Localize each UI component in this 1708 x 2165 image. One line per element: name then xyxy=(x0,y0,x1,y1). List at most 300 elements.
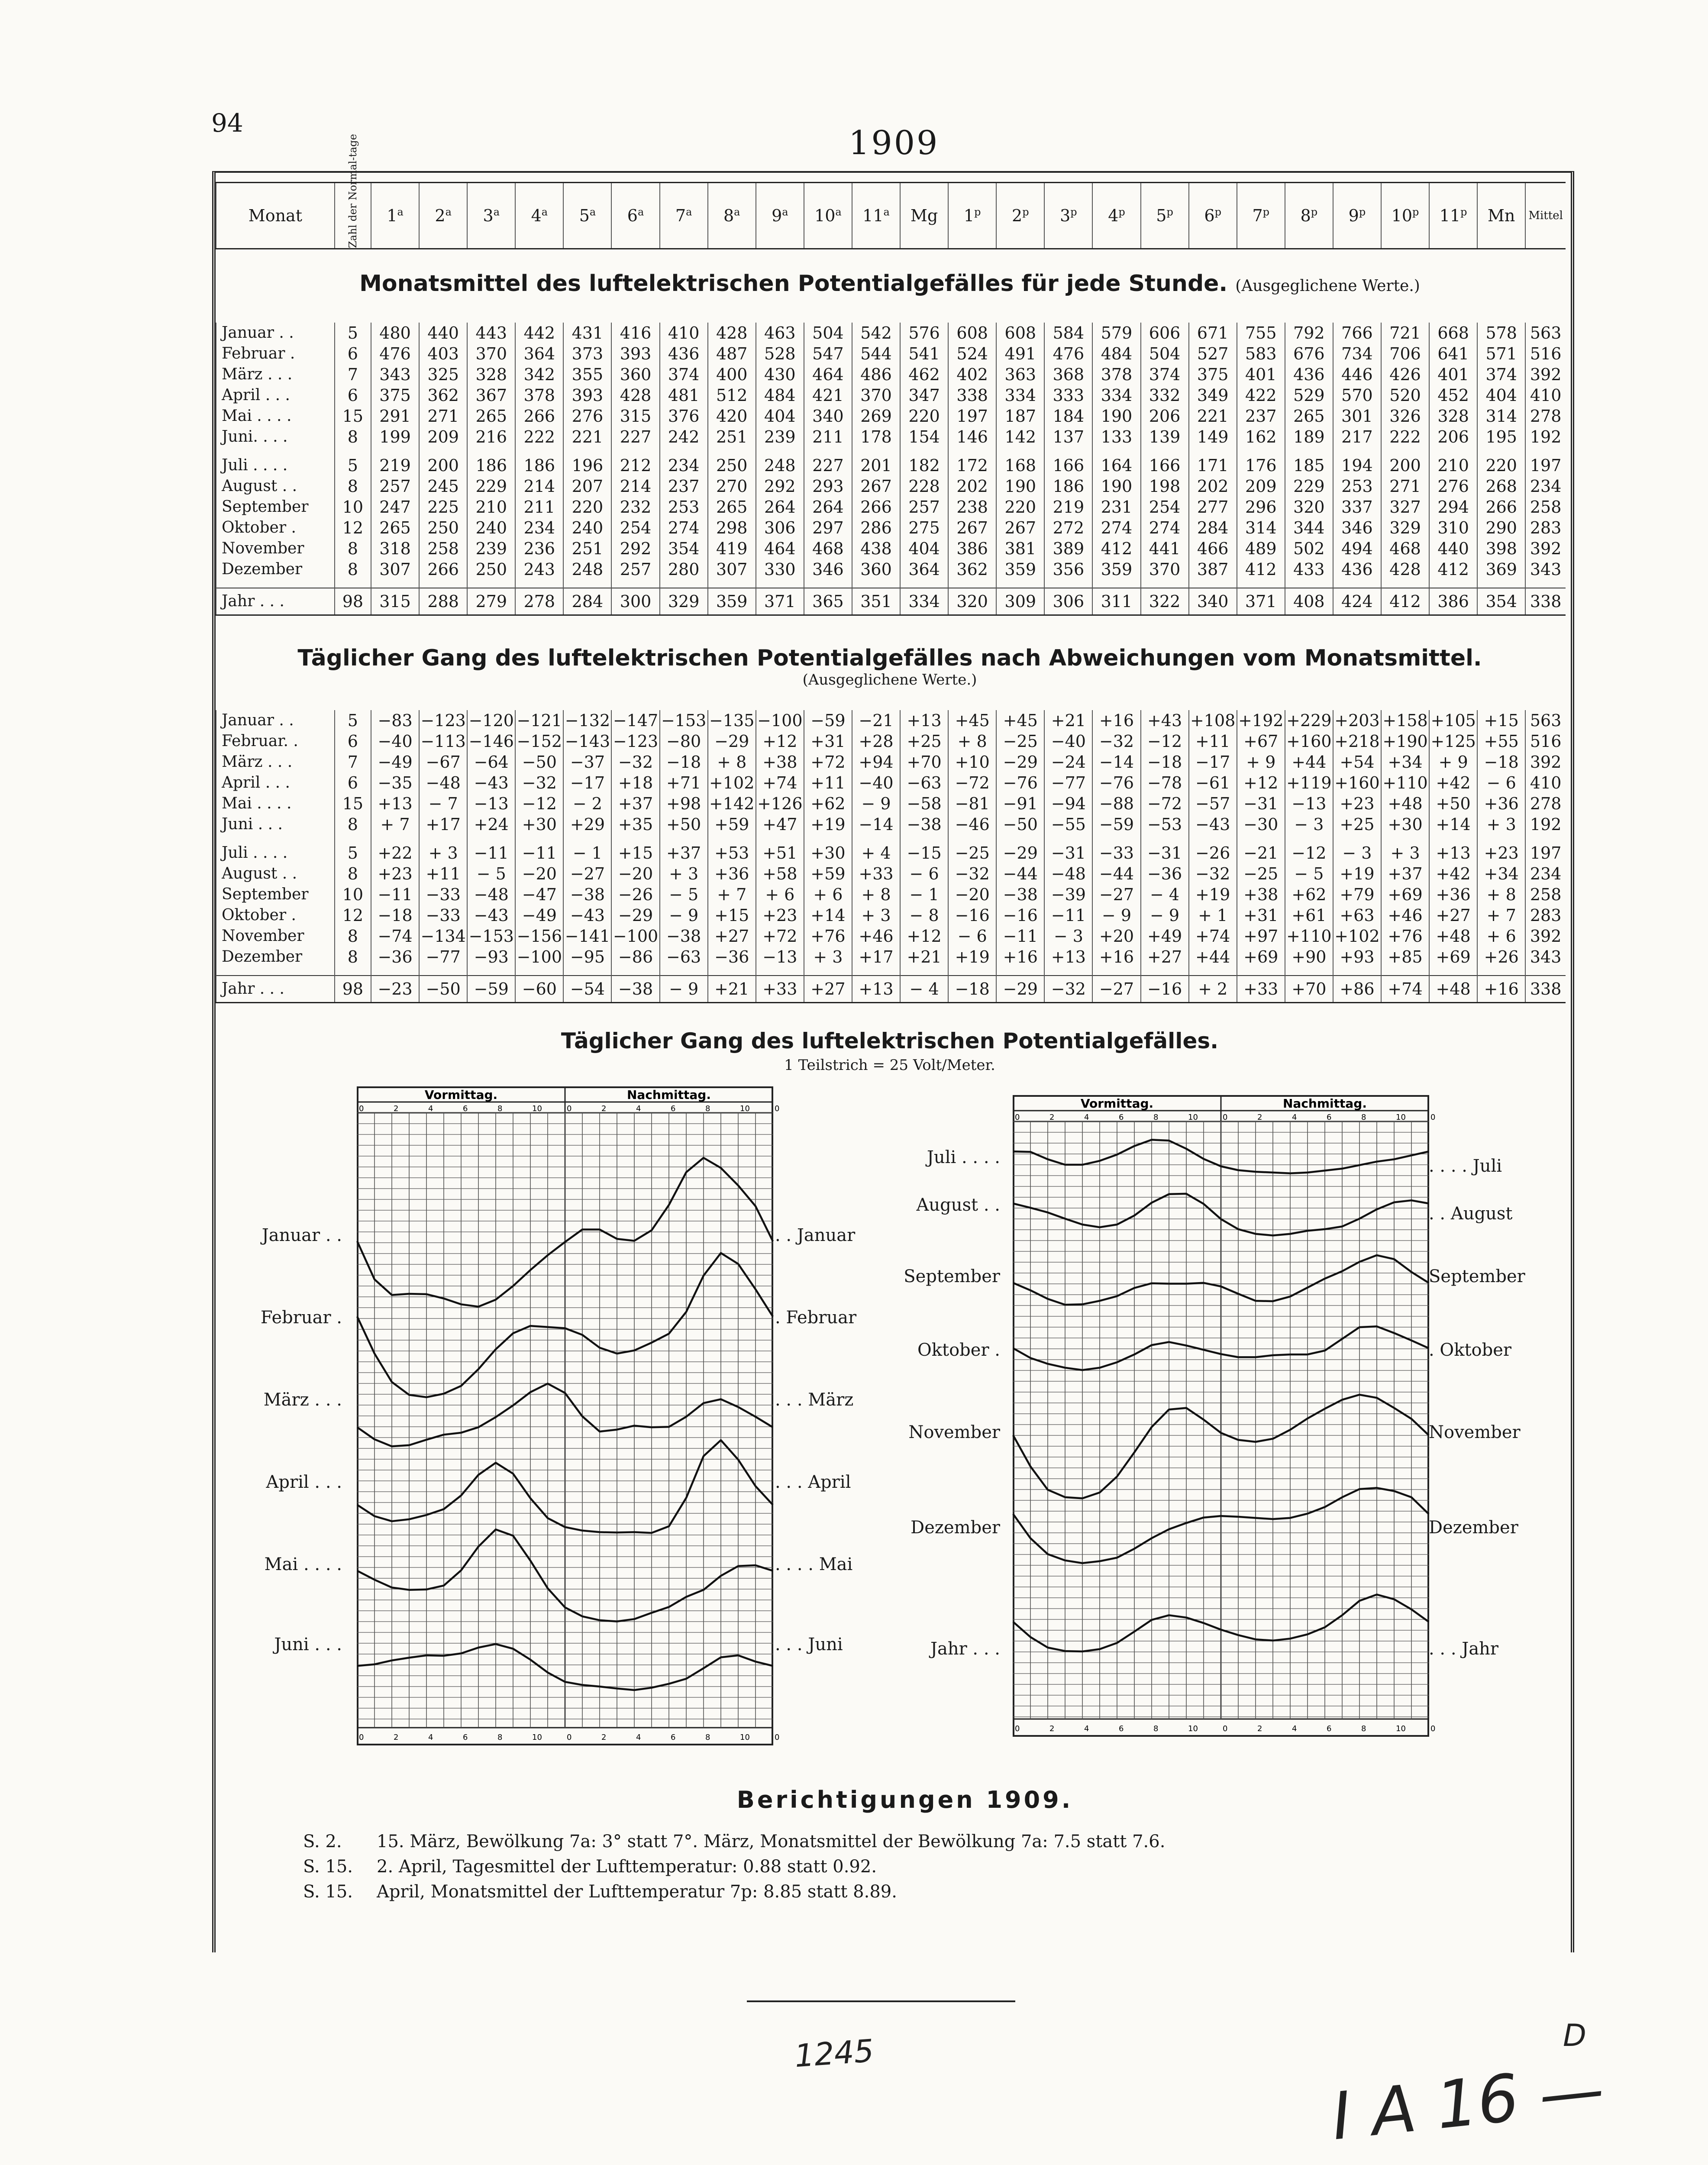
berichtigungen-title: Berichtigungen 1909. xyxy=(736,1786,1073,1813)
row-mittel: 392 xyxy=(1525,364,1566,385)
cell-value: 314 xyxy=(1237,517,1285,538)
cell-value: −77 xyxy=(419,947,467,967)
table-row xyxy=(216,406,1566,427)
cell-value: −134 xyxy=(419,926,467,947)
cell-value: 360 xyxy=(852,559,900,580)
cell-value: −81 xyxy=(948,793,996,814)
cell-value: +105 xyxy=(1429,710,1477,731)
cell-value: 220 xyxy=(1477,455,1525,476)
cell-value: + 7 xyxy=(1477,905,1525,926)
cell-value: −95 xyxy=(563,947,611,967)
row-month: Februar . xyxy=(216,343,335,364)
cell-value: +192 xyxy=(1237,710,1285,731)
chart-left-label: Mai . . . . xyxy=(264,1554,342,1574)
cell-value: 187 xyxy=(996,406,1044,427)
cell-value: 318 xyxy=(371,538,419,559)
nachmittag-label: Nachmittag. xyxy=(1283,1096,1367,1111)
cell-value: − 9 xyxy=(660,905,708,926)
cell-value: +190 xyxy=(1381,731,1429,752)
cell-value: 334 xyxy=(900,588,948,615)
cell-value: +62 xyxy=(1285,884,1333,905)
cell-value: +11 xyxy=(419,863,467,884)
header-hour-label: 1$^p$ xyxy=(963,206,981,226)
header-hour-label: 8$^p$ xyxy=(1300,206,1318,226)
tick-label: 4 xyxy=(428,1104,433,1113)
cell-value: 542 xyxy=(852,323,900,343)
cell-value: 576 xyxy=(900,323,948,343)
tick-label: 6 xyxy=(1327,1724,1332,1733)
cell-value: + 6 xyxy=(1477,926,1525,947)
row-month: November xyxy=(216,926,335,947)
cell-value: + 7 xyxy=(371,814,419,835)
cell-value: +16 xyxy=(1092,710,1140,731)
cell-value: +76 xyxy=(1381,926,1429,947)
cell-value: −26 xyxy=(611,884,659,905)
cell-value: − 6 xyxy=(948,926,996,947)
cell-value: 442 xyxy=(515,323,563,343)
cell-value: 142 xyxy=(996,427,1044,447)
cell-value: − 2 xyxy=(563,793,611,814)
cell-value: 438 xyxy=(852,538,900,559)
cell-value: 362 xyxy=(419,385,467,406)
tick-label: 0 xyxy=(1430,1113,1436,1122)
row-mittel: 234 xyxy=(1525,476,1566,497)
header-hour xyxy=(419,183,467,249)
cell-value: 487 xyxy=(708,343,756,364)
cell-value: −29 xyxy=(708,731,756,752)
cell-value: + 6 xyxy=(804,884,852,905)
cell-value: 370 xyxy=(1141,559,1189,580)
cell-value: 296 xyxy=(1237,497,1285,517)
row-count: 10 xyxy=(335,497,371,517)
cell-value: −35 xyxy=(371,772,419,793)
chart-right-label-right: . . . Jahr xyxy=(1429,1639,1499,1659)
cell-value: −40 xyxy=(1044,731,1092,752)
cell-value: −31 xyxy=(1237,793,1285,814)
cell-value: 210 xyxy=(467,497,515,517)
tick-label: 0 xyxy=(1430,1724,1436,1733)
cell-value: 250 xyxy=(467,559,515,580)
tick-label: 4 xyxy=(636,1104,641,1113)
cell-value: 334 xyxy=(996,385,1044,406)
tick-label: 8 xyxy=(705,1733,710,1742)
cell-value: +43 xyxy=(1141,710,1189,731)
cell-value: −25 xyxy=(996,731,1044,752)
cell-value: −21 xyxy=(852,710,900,731)
row-mittel: 192 xyxy=(1525,814,1566,835)
header-hour-label: 5$^a$ xyxy=(579,206,596,226)
cell-value: 220 xyxy=(900,406,948,427)
tick-label: 0 xyxy=(1223,1724,1228,1733)
cell-value: 211 xyxy=(515,497,563,517)
header-hour-label: 1$^a$ xyxy=(387,206,404,226)
cell-value: 154 xyxy=(900,427,948,447)
table1-title xyxy=(216,271,1563,297)
cell-value: +76 xyxy=(804,926,852,947)
chart-left-label: Februar . xyxy=(260,1308,342,1328)
cell-value: 264 xyxy=(804,497,852,517)
header-hour xyxy=(804,183,852,249)
cell-value: 452 xyxy=(1429,385,1477,406)
cell-value: 291 xyxy=(371,406,419,427)
cell-value: −31 xyxy=(1141,843,1189,863)
correction-text: April, Monatsmittel der Lufttemperatur 7p: 8.85 statt 8.89. xyxy=(377,1882,897,1902)
cell-value: −32 xyxy=(1092,731,1140,752)
cell-value: −38 xyxy=(563,884,611,905)
tick-label: 8 xyxy=(497,1733,503,1742)
header-hour xyxy=(1044,183,1092,249)
cell-value: 578 xyxy=(1477,323,1525,343)
cell-value: 368 xyxy=(1044,364,1092,385)
table-row xyxy=(216,476,1566,497)
cell-value: 671 xyxy=(1189,323,1237,343)
tick-label: 0 xyxy=(359,1733,364,1742)
cell-value: 195 xyxy=(1477,427,1525,447)
chart-right-label-right: . . August xyxy=(1429,1204,1513,1224)
table2-note: (Ausgeglichene Werte.) xyxy=(802,671,977,688)
cell-value: 340 xyxy=(804,406,852,427)
tick-label: 6 xyxy=(463,1104,468,1113)
cell-value: + 3 xyxy=(804,947,852,967)
cell-value: −132 xyxy=(563,710,611,731)
header-hour xyxy=(1477,183,1525,249)
cell-value: 239 xyxy=(467,538,515,559)
cell-value: 393 xyxy=(563,385,611,406)
cell-value: +21 xyxy=(708,976,756,1003)
cell-value: −21 xyxy=(1237,843,1285,863)
cell-value: 266 xyxy=(852,497,900,517)
cell-value: − 3 xyxy=(1333,843,1381,863)
cell-value: 428 xyxy=(611,385,659,406)
cell-value: 426 xyxy=(1381,364,1429,385)
cell-value: 199 xyxy=(371,427,419,447)
cell-value: −27 xyxy=(1092,884,1140,905)
cell-value: +51 xyxy=(756,843,804,863)
cell-value: − 9 xyxy=(1141,905,1189,926)
charts-title: Täglicher Gang des luftelektrischen Potentialgefälles. xyxy=(561,1028,1219,1053)
cell-value: +98 xyxy=(660,793,708,814)
table-row-jahr xyxy=(216,588,1566,615)
row-mittel: 278 xyxy=(1525,793,1566,814)
cell-value: + 3 xyxy=(1477,814,1525,835)
cell-value: −123 xyxy=(419,710,467,731)
cell-value: 306 xyxy=(1044,588,1092,615)
cell-value: 541 xyxy=(900,343,948,364)
chart-right-label-right: September xyxy=(1429,1267,1525,1286)
cell-value: 494 xyxy=(1333,538,1381,559)
cell-value: 239 xyxy=(756,427,804,447)
header-hour xyxy=(563,183,611,249)
cell-value: 329 xyxy=(1381,517,1429,538)
cell-value: −59 xyxy=(467,976,515,1003)
cell-value: 146 xyxy=(948,427,996,447)
cell-value: 441 xyxy=(1141,538,1189,559)
cell-value: −100 xyxy=(515,947,563,967)
cell-value: −16 xyxy=(1141,976,1189,1003)
cell-value: 248 xyxy=(756,455,804,476)
cell-value: −27 xyxy=(563,863,611,884)
cell-value: 250 xyxy=(419,517,467,538)
cell-value: − 9 xyxy=(660,976,708,1003)
cell-value: −31 xyxy=(1044,843,1092,863)
cell-value: 270 xyxy=(708,476,756,497)
cell-value: + 4 xyxy=(852,843,900,863)
cell-value: −100 xyxy=(611,926,659,947)
cell-value: +20 xyxy=(1092,926,1140,947)
tick-label: 10 xyxy=(1188,1724,1198,1733)
header-hour xyxy=(1189,183,1237,249)
cell-value: 237 xyxy=(660,476,708,497)
cell-value: 462 xyxy=(900,364,948,385)
cell-value: 298 xyxy=(708,517,756,538)
cell-value: 276 xyxy=(563,406,611,427)
chart-left-label-right: . . . . Mai xyxy=(775,1554,853,1574)
cell-value: −43 xyxy=(563,905,611,926)
cell-value: − 1 xyxy=(900,884,948,905)
table-row xyxy=(216,926,1566,947)
cell-value: −11 xyxy=(467,843,515,863)
tick-label: 6 xyxy=(1119,1113,1124,1122)
cell-value: −20 xyxy=(948,884,996,905)
cell-value: 229 xyxy=(1285,476,1333,497)
cell-value: 404 xyxy=(1477,385,1525,406)
cell-value: 338 xyxy=(948,385,996,406)
cell-value: −25 xyxy=(948,843,996,863)
cell-value: 200 xyxy=(419,455,467,476)
chart-left-label: Juni . . . xyxy=(274,1635,342,1654)
header-hour xyxy=(1141,183,1189,249)
tick-label: 2 xyxy=(1257,1113,1262,1122)
header-hour xyxy=(1237,183,1285,249)
cell-value: −32 xyxy=(948,863,996,884)
table-row xyxy=(216,385,1566,406)
cell-value: 393 xyxy=(611,343,659,364)
cell-value: 212 xyxy=(611,455,659,476)
cell-value: −32 xyxy=(1189,863,1237,884)
cell-value: 214 xyxy=(611,476,659,497)
cell-value: −72 xyxy=(948,772,996,793)
cell-value: 265 xyxy=(1285,406,1333,427)
cell-value: −23 xyxy=(371,976,419,1003)
row-count: 8 xyxy=(335,814,371,835)
cell-value: 570 xyxy=(1333,385,1381,406)
cell-value: 401 xyxy=(1429,364,1477,385)
cell-value: +67 xyxy=(1237,731,1285,752)
monthly-mean-table xyxy=(216,323,1566,616)
header-hour-label: 5$^p$ xyxy=(1156,206,1173,226)
cell-value: +49 xyxy=(1141,926,1189,947)
cell-value: +38 xyxy=(756,752,804,772)
cell-value: +69 xyxy=(1429,947,1477,967)
cell-value: 371 xyxy=(1237,588,1285,615)
cell-value: −20 xyxy=(611,863,659,884)
table-row xyxy=(216,793,1566,814)
row-month: Jahr . . . xyxy=(216,976,335,1003)
cell-value: 222 xyxy=(1381,427,1429,447)
cell-value: 176 xyxy=(1237,455,1285,476)
cell-value: 354 xyxy=(1477,588,1525,615)
cell-value: 225 xyxy=(419,497,467,517)
cell-value: +70 xyxy=(900,752,948,772)
cell-value: 133 xyxy=(1092,427,1140,447)
cell-value: + 8 xyxy=(708,752,756,772)
header-monat: Monat xyxy=(216,183,335,249)
cell-value: +15 xyxy=(708,905,756,926)
cell-value: − 5 xyxy=(660,884,708,905)
cell-value: 430 xyxy=(756,364,804,385)
row-month: September xyxy=(216,884,335,905)
header-hour-label: 3$^a$ xyxy=(483,206,500,226)
cell-value: −38 xyxy=(611,976,659,1003)
cell-value: −16 xyxy=(948,905,996,926)
cell-value: −33 xyxy=(419,884,467,905)
cell-value: 481 xyxy=(660,385,708,406)
cell-value: −32 xyxy=(515,772,563,793)
cell-value: 370 xyxy=(467,343,515,364)
cell-value: 524 xyxy=(948,343,996,364)
cell-value: −47 xyxy=(515,884,563,905)
cell-value: −40 xyxy=(371,731,419,752)
cell-value: 284 xyxy=(1189,517,1237,538)
table-row xyxy=(216,427,1566,447)
row-gap xyxy=(216,447,1566,455)
header-hour xyxy=(515,183,563,249)
cell-value: 355 xyxy=(563,364,611,385)
cell-value: +23 xyxy=(1477,843,1525,863)
tick-label: 6 xyxy=(1119,1724,1124,1733)
cell-value: 583 xyxy=(1237,343,1285,364)
cell-value: 364 xyxy=(900,559,948,580)
row-month: Jahr . . . xyxy=(216,588,335,615)
cell-value: −60 xyxy=(515,976,563,1003)
row-month: Januar . . xyxy=(216,710,335,731)
cell-value: +59 xyxy=(708,814,756,835)
cell-value: − 4 xyxy=(1141,884,1189,905)
cell-value: −120 xyxy=(467,710,515,731)
cell-value: 222 xyxy=(515,427,563,447)
cell-value: 274 xyxy=(660,517,708,538)
cell-value: 463 xyxy=(756,323,804,343)
cell-value: 374 xyxy=(660,364,708,385)
chart-right xyxy=(1013,1095,1436,1736)
tick-label: 6 xyxy=(463,1733,468,1742)
cell-value: −13 xyxy=(467,793,515,814)
cell-value: +50 xyxy=(1429,793,1477,814)
tick-label: 8 xyxy=(497,1104,503,1113)
cell-value: −91 xyxy=(996,793,1044,814)
cell-value: −152 xyxy=(515,731,563,752)
tick-label: 6 xyxy=(1327,1113,1332,1122)
cell-value: −15 xyxy=(900,843,948,863)
cell-value: +203 xyxy=(1333,710,1381,731)
cell-value: +33 xyxy=(756,976,804,1003)
row-month: Mai . . . . xyxy=(216,793,335,814)
row-mittel: 278 xyxy=(1525,406,1566,427)
cell-value: +94 xyxy=(852,752,900,772)
cell-value: 378 xyxy=(515,385,563,406)
cell-value: 162 xyxy=(1237,427,1285,447)
table-row xyxy=(216,814,1566,835)
tick-label: 10 xyxy=(1188,1113,1198,1122)
cell-value: 484 xyxy=(1092,343,1140,364)
cell-value: 328 xyxy=(467,364,515,385)
cell-value: +38 xyxy=(1237,884,1285,905)
cell-value: 290 xyxy=(1477,517,1525,538)
row-mittel: 516 xyxy=(1525,343,1566,364)
cell-value: 468 xyxy=(1381,538,1429,559)
cell-value: +16 xyxy=(1092,947,1140,967)
cell-value: −11 xyxy=(515,843,563,863)
cell-value: 410 xyxy=(660,323,708,343)
cell-value: 210 xyxy=(1429,455,1477,476)
cell-value: 292 xyxy=(756,476,804,497)
cell-value: −26 xyxy=(1189,843,1237,863)
header-hour xyxy=(708,183,756,249)
cell-value: 529 xyxy=(1285,385,1333,406)
tick-label: 2 xyxy=(601,1104,607,1113)
row-count: 7 xyxy=(335,364,371,385)
header-hour-label: 2$^p$ xyxy=(1012,206,1029,226)
cell-value: +58 xyxy=(756,863,804,884)
cell-value: 257 xyxy=(900,497,948,517)
cell-value: 337 xyxy=(1333,497,1381,517)
row-month: September xyxy=(216,497,335,517)
cell-value: 211 xyxy=(804,427,852,447)
cell-value: +126 xyxy=(756,793,804,814)
cell-value: 314 xyxy=(1477,406,1525,427)
cell-value: +102 xyxy=(708,772,756,793)
cell-value: 216 xyxy=(467,427,515,447)
cell-value: 240 xyxy=(467,517,515,538)
cell-value: 293 xyxy=(804,476,852,497)
tick-label: 8 xyxy=(1153,1724,1159,1733)
nachmittag-label: Nachmittag. xyxy=(627,1088,711,1102)
cell-value: 466 xyxy=(1189,538,1237,559)
cell-value: −53 xyxy=(1141,814,1189,835)
cell-value: 300 xyxy=(611,588,659,615)
tick-label: 8 xyxy=(1153,1113,1159,1122)
row-mittel: 516 xyxy=(1525,731,1566,752)
header-hour xyxy=(1429,183,1477,249)
header-hour xyxy=(852,183,900,249)
row-count: 6 xyxy=(335,772,371,793)
cell-value: −59 xyxy=(804,710,852,731)
cell-value: +31 xyxy=(804,731,852,752)
cell-value: −20 xyxy=(515,863,563,884)
cell-value: −49 xyxy=(371,752,419,772)
cell-value: 266 xyxy=(1477,497,1525,517)
cell-value: + 8 xyxy=(852,884,900,905)
cell-value: 190 xyxy=(996,476,1044,497)
cell-value: +72 xyxy=(756,926,804,947)
cell-value: −153 xyxy=(660,710,708,731)
cell-value: 354 xyxy=(660,538,708,559)
cell-value: − 8 xyxy=(900,905,948,926)
cell-value: −156 xyxy=(515,926,563,947)
cell-value: 520 xyxy=(1381,385,1429,406)
cell-value: −80 xyxy=(660,731,708,752)
cell-value: 297 xyxy=(804,517,852,538)
cell-value: −143 xyxy=(563,731,611,752)
cell-value: +24 xyxy=(467,814,515,835)
vormittag-label: Vormittag. xyxy=(1080,1096,1154,1111)
cell-value: 476 xyxy=(371,343,419,364)
row-month: April . . . xyxy=(216,385,335,406)
cell-value: 755 xyxy=(1237,323,1285,343)
cell-value: +48 xyxy=(1429,926,1477,947)
cell-value: +102 xyxy=(1333,926,1381,947)
cell-value: 468 xyxy=(804,538,852,559)
